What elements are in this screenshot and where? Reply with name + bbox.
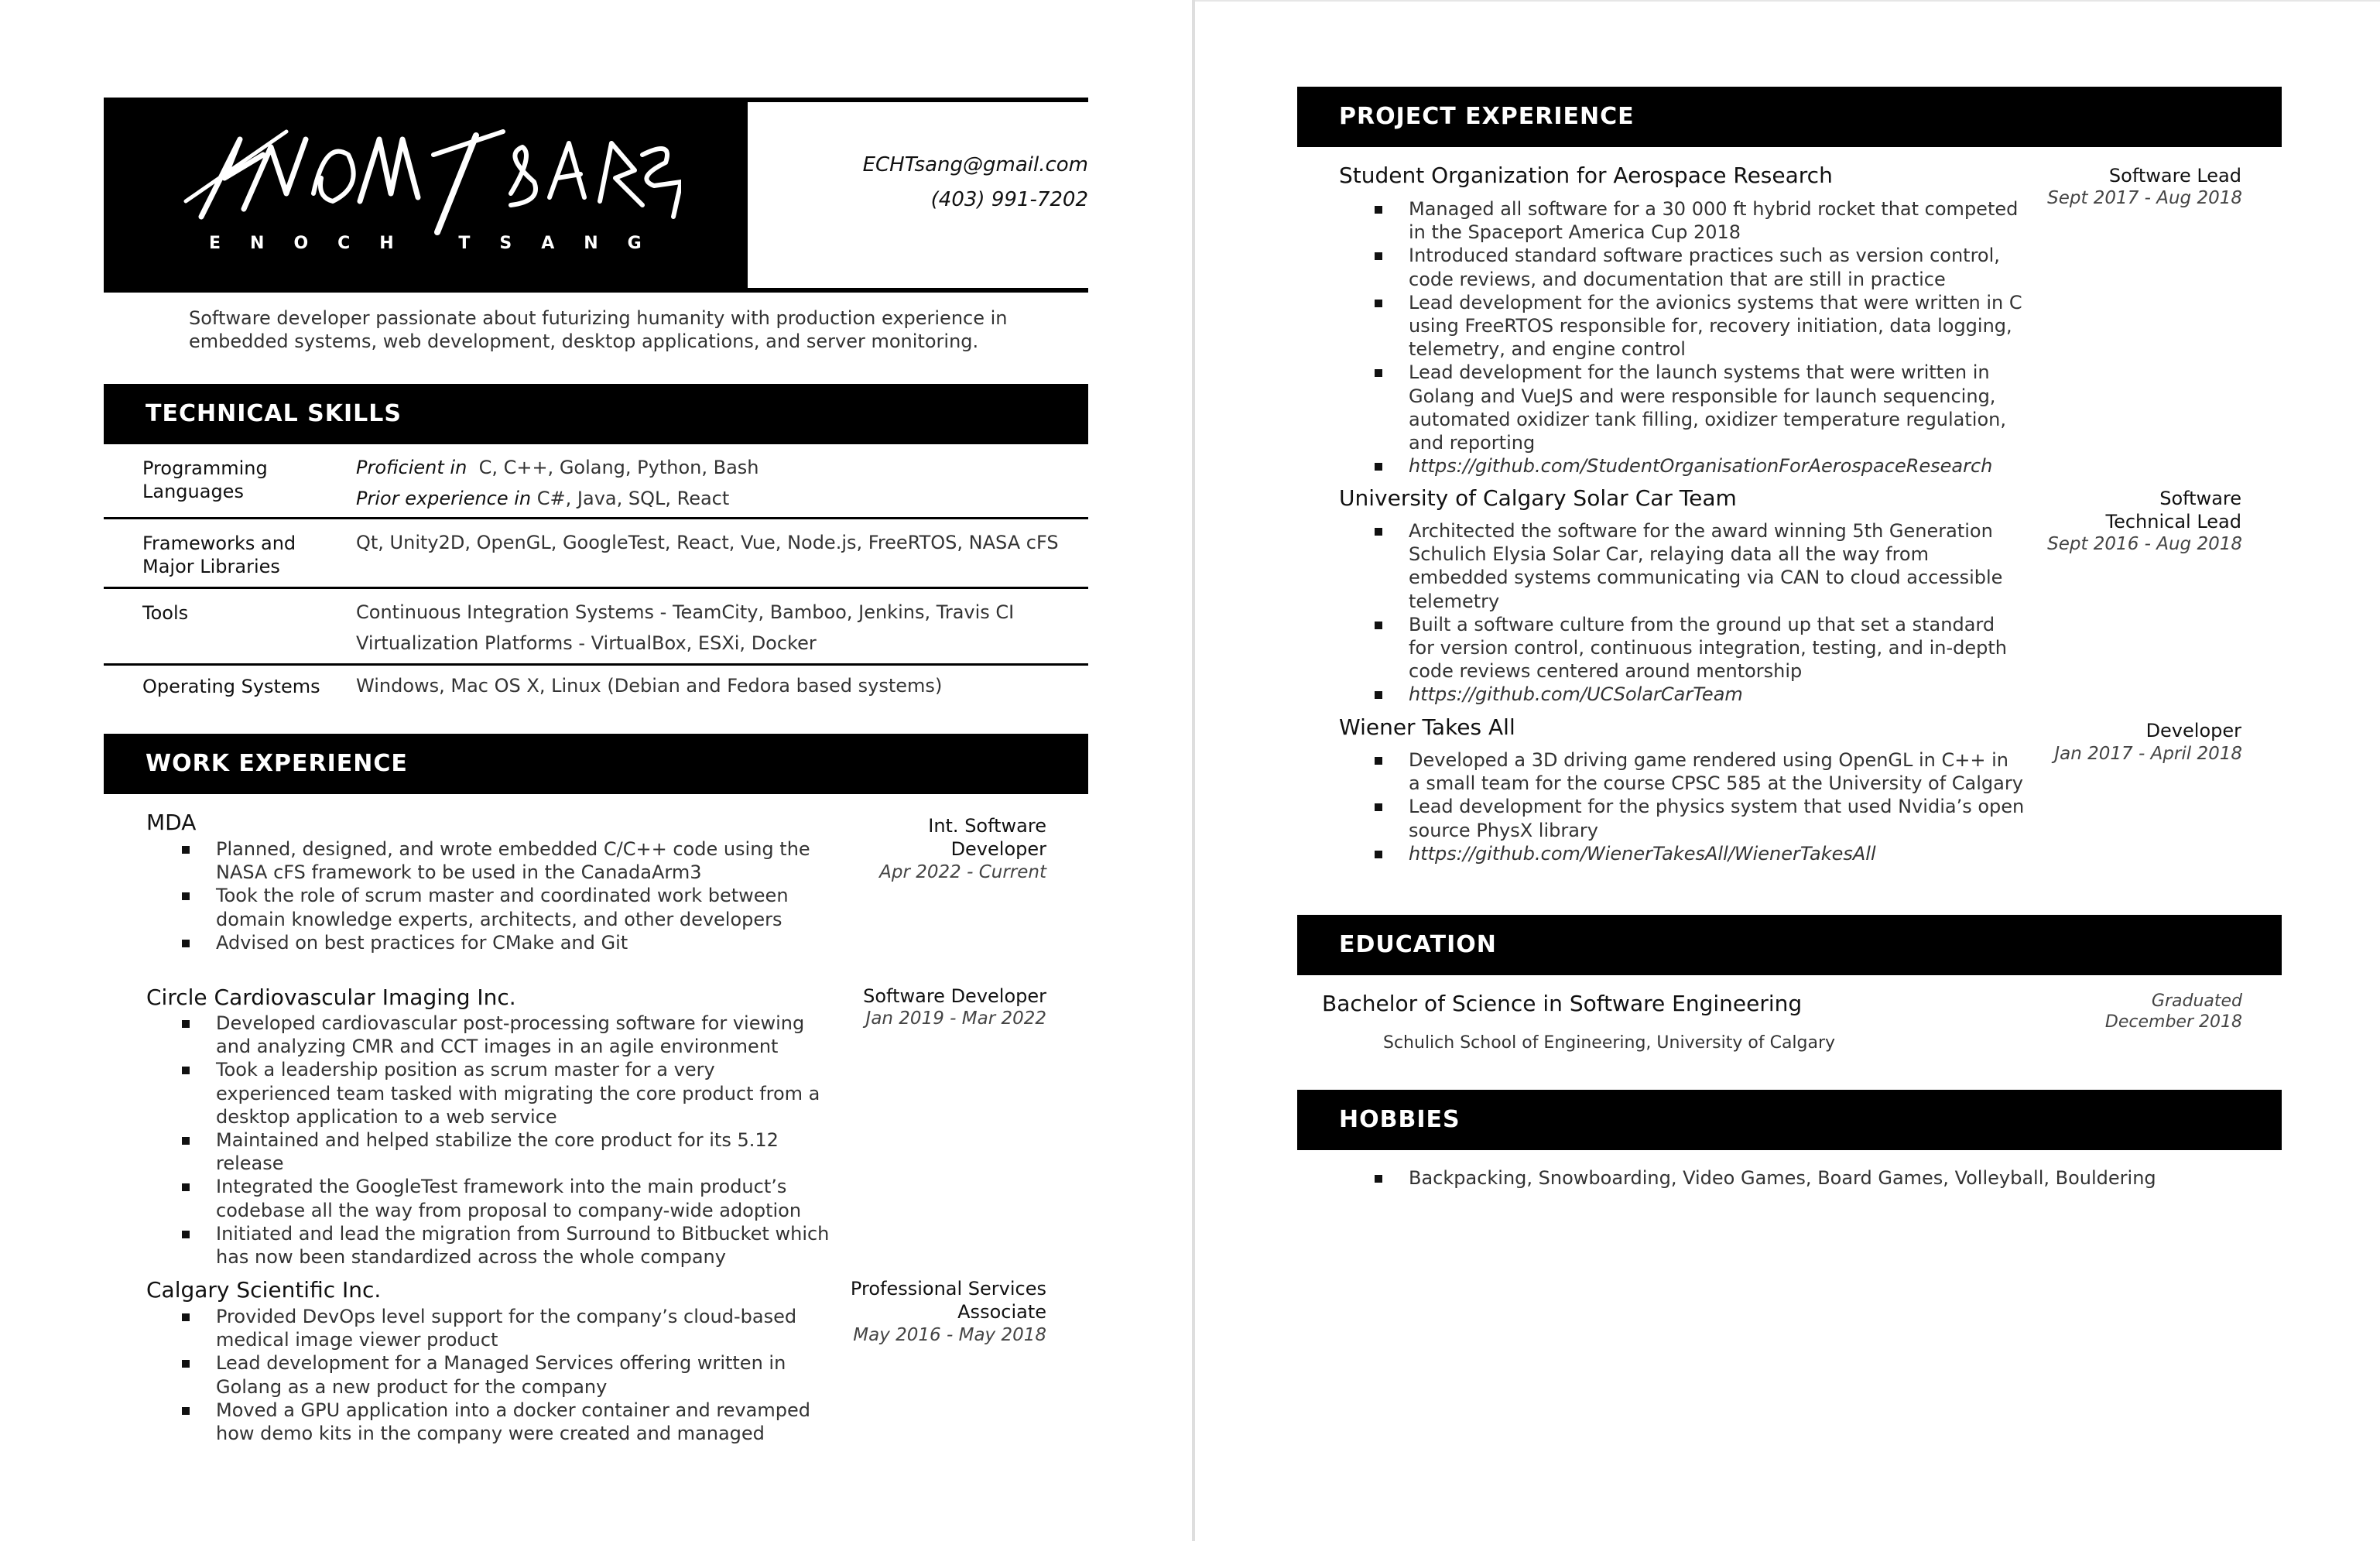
list-item: Lead development for the launch systems that were written in Golang and VueJS and were responsible for launch sequencing, automated oxidizer tank filling, oxidizer temperature regulation, and reporting [1375, 361, 2025, 454]
header-rule-bottom [748, 288, 1088, 293]
header-rule-top [748, 98, 1088, 102]
list-item: Developed cardiovascular post-processing software for viewing and analyzing CMR and CCT images in an agile environment [182, 1012, 832, 1058]
list-item: Took the role of scrum master and coordinated work between domain knowledge experts, architects, and other developers [182, 884, 832, 930]
skill-category: Programming Languages [142, 457, 268, 502]
list-item: Initiated and lead the migration from Surround to Bitbucket which has now been standardized across the whole company [182, 1222, 832, 1269]
work-role: Software Developer [863, 985, 1046, 1007]
name-lettering: ENOCH TSANG [209, 234, 671, 253]
skill-text: C, C++, Golang, Python, Bash [478, 457, 759, 478]
skill-prefix: Proficient in [356, 457, 467, 478]
work-company: Calgary Scientific Inc. [146, 1277, 382, 1303]
skill-category: Frameworks and Major Libraries [142, 533, 296, 577]
work-dates: May 2016 - May 2018 [853, 1325, 1046, 1345]
list-item: Developed a 3D driving game rendered using OpenGL in C++ in a small team for the course CPSC 585 at the University of Calgary [1375, 748, 2025, 795]
project-name: Wiener Takes All [1339, 714, 1515, 740]
email[interactable]: ECHTsang@gmail.com [862, 153, 1088, 176]
skill-category: Operating Systems [142, 676, 320, 697]
education-heading: EDUCATION [1297, 915, 2282, 975]
work-company: MDA [146, 810, 197, 835]
school: Schulich School of Engineering, University of Calgary [1383, 1033, 1836, 1053]
skill-row [104, 666, 1088, 712]
list-item: Lead development for the physics system that used Nvidia’s open source PhysX library [1375, 795, 2025, 841]
work-experience-heading: WORK EXPERIENCE [104, 734, 1088, 794]
list-item: Lead development for a Managed Services offering written in Golang as a new product for the company [182, 1351, 832, 1398]
list-item: Maintained and helped stabilize the core product for its 5.12 release [182, 1128, 832, 1175]
skill-value: Windows, Mac OS X, Linux (Debian and Fedora based systems) [356, 675, 943, 697]
work-role: Int. Software Developer [928, 815, 1046, 860]
project-role: Software Lead [2108, 165, 2241, 187]
graduation-status: Graduated [2151, 991, 2242, 1011]
project-dates: Sept 2017 - Aug 2018 [2047, 188, 2242, 208]
list-item: Backpacking, Snowboarding, Video Games, Board Games, Volleyball, Bouldering [1375, 1166, 2226, 1190]
skill-category: Tools [142, 602, 189, 624]
project-role: Developer [2145, 720, 2241, 741]
project-role: Software Technical Lead [2105, 488, 2241, 533]
skill-row [104, 589, 1088, 666]
project-dates: Sept 2016 - Aug 2018 [2047, 534, 2242, 554]
project-link[interactable]: https://github.com/StudentOrganisationForAerospaceResearch [1375, 454, 2025, 478]
skill-value [356, 452, 759, 483]
list-item: Built a software culture from the ground up that set a standard for version control, continuous integration, testing, and in-depth code reviews centered around mentorship [1375, 613, 2025, 683]
hobbies-heading: HOBBIES [1297, 1090, 2282, 1150]
list-item: Moved a GPU application into a docker container and revamped how demo kits in the company were created and managed [182, 1399, 832, 1445]
project-name: University of Calgary Solar Car Team [1339, 485, 1737, 511]
skill-text: C#, Java, SQL, React [536, 488, 730, 509]
work-bullets [182, 837, 832, 954]
graduation-month: December 2018 [2104, 1012, 2242, 1032]
skill-row [104, 519, 1088, 589]
work-dates: Jan 2019 - Mar 2022 [865, 1008, 1046, 1029]
list-item: Integrated the GoogleTest framework into the main product’s codebase all the way from proposal to company-wide adoption [182, 1175, 832, 1221]
skill-row [104, 444, 1088, 519]
page-divider [1192, 0, 1195, 1541]
list-item: Introduced standard software practices such as version control, code reviews, and documentation that are still in practice [1375, 244, 2025, 290]
skill-prefix: Prior experience in [356, 488, 532, 509]
list-item: Advised on best practices for CMake and Git [182, 931, 832, 954]
project-link[interactable]: https://github.com/UCSolarCarTeam [1375, 683, 2025, 706]
project-dates: Jan 2017 - April 2018 [2054, 744, 2242, 764]
project-name: Student Organization for Aerospace Research [1339, 163, 1833, 188]
project-bullets [1375, 519, 2025, 707]
skill-value [356, 483, 729, 514]
list-item: Architected the software for the award winning 5th Generation Schulich Elysia Solar Car, relaying data all the way from embedded systems communicating via CAN to cloud accessible telemetry [1375, 519, 2025, 613]
skill-value: Qt, Unity2D, OpenGL, GoogleTest, React, Vue, Node.js, FreeRTOS, NASA cFS [356, 532, 1059, 553]
skill-value: Virtualization Platforms - VirtualBox, ESXi, Docker [356, 632, 817, 654]
work-dates: Apr 2022 - Current [879, 862, 1046, 882]
graduation-date [2105, 991, 2242, 1032]
project-bullets [1375, 197, 2025, 478]
list-item: Lead development for the avionics systems that were written in C using FreeRTOS responsible for, recovery initiation, data logging, telemetry, and engine control [1375, 291, 2025, 361]
work-role: Professional Services Associate [850, 1278, 1046, 1323]
signature-logo [170, 108, 681, 240]
project-link[interactable]: https://github.com/WienerTakesAll/WienerTakesAll [1375, 842, 2025, 865]
work-company: Circle Cardiovascular Imaging Inc. [146, 985, 516, 1010]
list-item: Managed all software for a 30 000 ft hybrid rocket that competed in the Spaceport America Cup 2018 [1375, 197, 2025, 244]
work-bullets [182, 1305, 832, 1445]
hobbies-list [1375, 1166, 2226, 1190]
list-item: Planned, designed, and wrote embedded C/C++ code using the NASA cFS framework to be used in the CanadaArm3 [182, 837, 832, 884]
project-experience-heading: PROJECT EXPERIENCE [1297, 87, 2282, 147]
phone[interactable]: (403) 991-7202 [930, 188, 1088, 211]
list-item: Took a leadership position as scrum master for a very experienced team tasked with migrating the core product from a desktop application to a web service [182, 1058, 832, 1128]
list-item: Provided DevOps level support for the company’s cloud-based medical image viewer product [182, 1305, 832, 1351]
project-bullets [1375, 748, 2025, 865]
degree: Bachelor of Science in Software Engineering [1322, 991, 1803, 1016]
summary-text: Software developer passionate about futurizing humanity with production experience in embedded systems, web development, desktop applications, and server monitoring. [189, 307, 1008, 352]
skill-value: Continuous Integration Systems - TeamCity, Bamboo, Jenkins, Travis CI [356, 601, 1015, 623]
technical-skills-heading: TECHNICAL SKILLS [104, 384, 1088, 444]
work-bullets [182, 1012, 832, 1269]
